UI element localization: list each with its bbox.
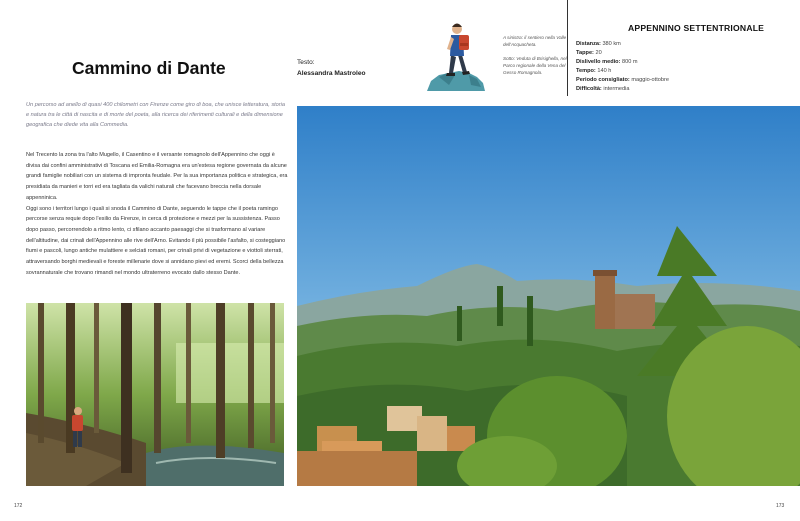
intro-text: Un percorso ad anello di quasi 400 chilometri con Firenze come giro di boa, che unisce letteratura, storia e natura tra le città di nascita e di morte del poeta, alla ricerca dei riferimenti culturali e della dimensione geografica che diede vita alla Commedia. xyxy=(26,102,286,129)
fact-time: Tempo: 140 h xyxy=(576,68,612,75)
credit-author: Alessandra Mastroleo xyxy=(297,70,366,77)
body-paragraph-1: Nel Trecento la zona tra l'alto Mugello, il Casentino e il versante romagnolo dell'Appennino che oggi è divisa dai confini amministrativi di Toscana ed Emilia-Romagna era un'estesa regione governata da alcune grandi famiglie nobiliari con un sistema di impronta feudale. Per la sua importanza politica e strategica, era presidiata da manieri e torri ed era tagliata da valichi naturali che facevano breccia nella dorsale appenninica. xyxy=(26,152,288,201)
hiker-illustration xyxy=(425,15,495,93)
body-paragraph-2: Oggi sono i territori lungo i quali si snoda il Cammino di Dante, seguendo le tappe che il poeta ramingo percorse senza requie dopo l'esilio da Firenze, in cerca di protezione e mezzi per la sussistenza. Passo dopo passo, percorrendolo a ritmo lento, ci sfilano accanto paesaggi che si trasformano al variare dell'altitudine, dai crinali dell'Appennino alle rive dell'Arno. Evitando il più possibile l'asfalto, si costeggiano fiumi e pascoli, lungo antiche mulattiere e selciati romani, per crinali privi di vegetazione e viottoli sterrati, attraversando borghi medievali e foreste millenarie dove si annidano pievi ed eremi. Scorci della bellezza sovrannaturale che trovano rimandi nel mondo ultraterreno evocato dallo stesso Dante. xyxy=(26,205,286,276)
fact-distance: Distanza: 380 km xyxy=(576,41,621,47)
fact-difficulty: Difficoltà: intermedia xyxy=(576,86,630,93)
credit-label: Testo: xyxy=(297,59,315,66)
page-number-left: 172 xyxy=(14,503,23,509)
divider xyxy=(567,0,568,96)
brisighella-panorama-photo xyxy=(297,106,800,486)
article-title: Cammino di Dante xyxy=(72,58,226,78)
photo-captions xyxy=(503,34,571,83)
caption-top: A sinistra: il sentiero nella Valle dell'Acquacheta. xyxy=(503,35,567,47)
fact-stages: Tappe: 20 xyxy=(576,50,602,57)
body-text xyxy=(26,150,288,278)
region-title: APPENNINO SETTENTRIONALE xyxy=(628,23,765,33)
author-credit xyxy=(297,57,366,79)
page-number-right: 173 xyxy=(776,503,785,509)
fact-elevation: Dislivello medio: 800 m xyxy=(576,59,638,66)
fact-season: Periodo consigliato: maggio-ottobre xyxy=(576,77,669,84)
forest-trail-photo xyxy=(26,303,284,486)
facts-list xyxy=(576,40,669,95)
caption-bottom: Sotto: Veduta di Brisighella, nel Parco regionale della Vena del Gesso Romagnola. xyxy=(503,56,567,75)
